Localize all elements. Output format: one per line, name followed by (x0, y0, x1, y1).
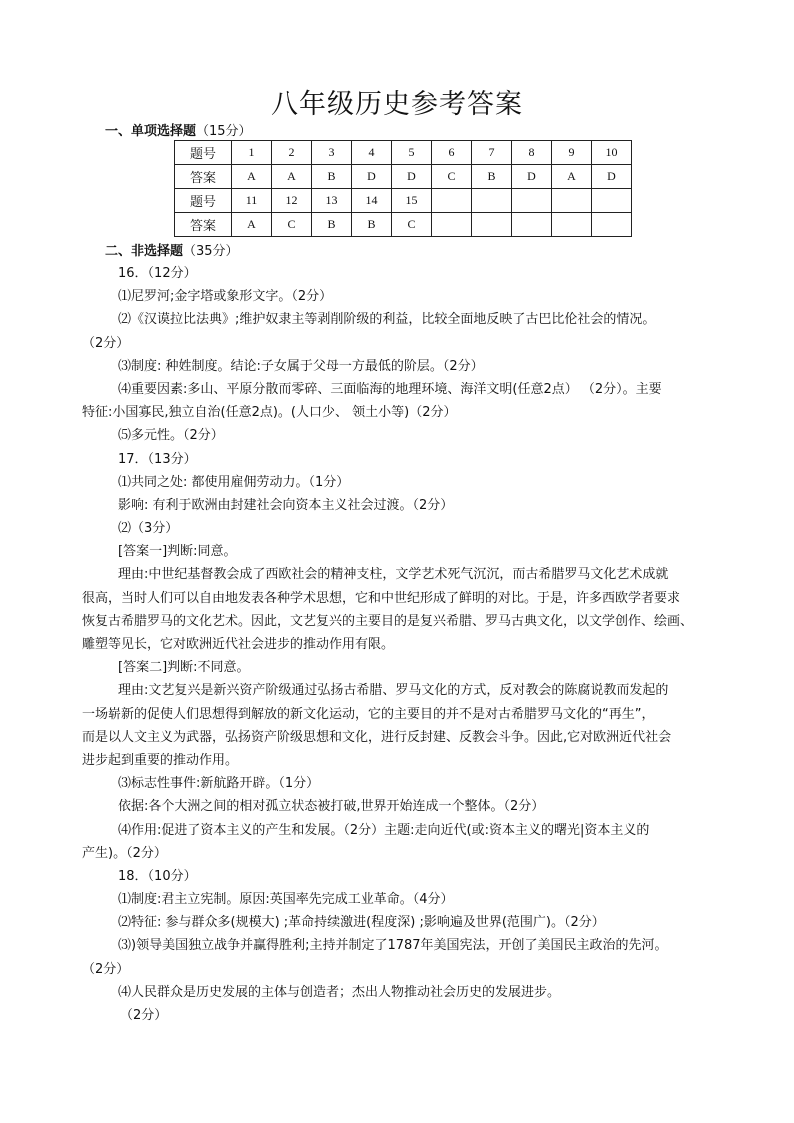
table-cell (552, 189, 592, 213)
table-cell: B (312, 165, 352, 189)
answer-line: ⑶标志性事件:新航路开辟。（1分） (118, 776, 320, 792)
table-cell: C (272, 213, 312, 237)
table-cell: 15 (392, 189, 432, 213)
section-label: 一、单项选择题 (105, 124, 197, 139)
table-cell: D (392, 165, 432, 189)
page-title: 八年级历史参考答案 (271, 89, 523, 120)
table-cell: 4 (352, 141, 392, 165)
answer-line: 17．（13分） (118, 451, 197, 467)
table-cell (512, 189, 552, 213)
answer-line: ⑴共同之处: 都使用雇佣劳动力。（1分） (118, 474, 350, 490)
table-row (175, 213, 632, 237)
answer-line: 依据:各个大洲之间的相对孤立状态被打破,世界开始连成一个整体。（2分） (118, 799, 545, 815)
table-cell: A (232, 165, 272, 189)
answer-line: ⑶)领导美国独立战争并赢得胜利;主持并制定了1787年美国宪法，开创了美国民主政治的先河。 (118, 938, 668, 954)
answer-line: ⑷作用:促进了资本主义的产生和发展。（2分）主题:走向近代(或:资本主义的曙光|资本主义的 (118, 822, 650, 838)
table-cell (552, 213, 592, 237)
table-cell (432, 189, 472, 213)
section-heading-free-response (105, 240, 239, 259)
table-cell: A (272, 165, 312, 189)
table-cell: 8 (512, 141, 552, 165)
table-cell: 题号 (175, 189, 232, 213)
table-cell: 9 (552, 141, 592, 165)
answer-line: 理由:文艺复兴是新兴资产阶级通过弘扬古希腊、罗马文化的方式，反对教会的陈腐说教而发起的 (118, 683, 669, 699)
table-cell: 3 (312, 141, 352, 165)
table-cell: B (352, 213, 392, 237)
table-cell: A (552, 165, 592, 189)
answer-table (174, 140, 632, 237)
answer-line: （2分） (120, 1008, 168, 1023)
answer-line: 进步起到重要的推动作用。 (82, 752, 239, 768)
answer-line: ⑷人民群众是历史发展的主体与创造者；杰出人物推动社会历史的发展进步。 (118, 984, 561, 1000)
answer-line: ⑸多元性。（2分） (118, 428, 224, 444)
table-cell: D (512, 165, 552, 189)
table-cell: 13 (312, 189, 352, 213)
table-cell: D (592, 165, 632, 189)
answer-line: ⑵（3分） (118, 521, 179, 537)
answer-line: [答案二]判断:不同意。 (118, 660, 250, 676)
answer-line: [答案一]判断:同意。 (118, 544, 237, 560)
table-cell: C (432, 165, 472, 189)
answer-line: （2分） (82, 961, 130, 977)
table-cell: 题号 (175, 141, 232, 165)
table-cell: C (392, 213, 432, 237)
answer-line: ⑴制度:君主立宪制。原因:英国率先完成工业革命。（4分） (118, 892, 454, 908)
table-cell: B (472, 165, 512, 189)
table-cell (432, 213, 472, 237)
table-cell: 答案 (175, 213, 232, 237)
table-cell: 6 (432, 141, 472, 165)
table-cell: 5 (392, 141, 432, 165)
table-cell (512, 213, 552, 237)
section-points: （35分） (183, 244, 239, 259)
answer-line: 影响: 有利于欧洲由封建社会向资本主义社会过渡。（2分） (118, 497, 454, 513)
table-cell: D (352, 165, 392, 189)
table-cell: 11 (232, 189, 272, 213)
table-cell: 2 (272, 141, 312, 165)
answer-line: 18．（10分） (118, 868, 197, 884)
table-cell: 1 (232, 141, 272, 165)
table-cell (592, 189, 632, 213)
table-cell: 14 (352, 189, 392, 213)
section-heading-multiple-choice (105, 120, 252, 139)
table-cell (472, 189, 512, 213)
answer-line: 而是以人文主义为武器，弘扬资产阶级思想和文化，进行反封建、反教会斗争。因此,它对欧洲近代社会 (82, 729, 672, 745)
table-cell: 10 (592, 141, 632, 165)
answer-line: 一场崭新的促使人们思想得到解放的新文化运动，它的主要目的并不是对古希腊罗马文化的“再生”， (82, 706, 655, 722)
table-cell: 7 (472, 141, 512, 165)
answer-line: ⑷重要因素:多山、平原分散而零碎、三面临海的地理环境、海洋文明(任意2点） （2分）。主要 (118, 381, 662, 397)
section-points: （15分） (196, 124, 252, 139)
answer-line: 特征:小国寡民,独立自治(任意2点)。(人口少、 领土小等)（2分） (82, 405, 457, 421)
table-cell: 答案 (175, 165, 232, 189)
answer-line: （2分） (82, 335, 130, 351)
table-cell: B (312, 213, 352, 237)
table-row (175, 189, 632, 213)
table-row (175, 141, 632, 165)
answer-line: 很高，当时人们可以自由地发表各种学术思想，它和中世纪形成了鲜明的对比。于是，许多西欧学者要求 (82, 590, 681, 606)
answer-line: 产生)。（2分） (82, 845, 167, 861)
answer-line: 16．（12分） (118, 266, 197, 281)
answer-body (82, 262, 727, 1027)
table-cell (472, 213, 512, 237)
answer-line: ⑶制度: 种姓制度。结论:子女属于父母一方最低的阶层。（2分） (118, 358, 484, 374)
section-label: 二、非选择题 (105, 244, 184, 259)
answer-line: ⑵《汉谟拉比法典》;维护奴隶主等剥削阶级的利益，比较全面地反映了古巴比伦社会的情况。 (118, 312, 656, 328)
table-cell: A (232, 213, 272, 237)
table-cell (592, 213, 632, 237)
answer-line: 雕塑等见长，它对欧洲近代社会进步的推动作用有限。 (82, 637, 395, 652)
answer-line: ⑵特征: 参与群众多(规模大) ;革命持续激进(程度深) ;影响遍及世界(范围广)。（2分） (118, 915, 605, 931)
answer-line: 恢复古希腊罗马的文化艺术。因此，文艺复兴的主要目的是复兴希腊、罗马古典文化，以文学创作、绘画、 (82, 613, 694, 629)
answer-line: ⑴尼罗河;金字塔或象形文字。（2分） (118, 289, 333, 305)
table-cell: 12 (272, 189, 312, 213)
answer-line: 理由:中世纪基督教会成了西欧社会的精神支柱，文学艺术死气沉沉，而古希腊罗马文化艺术成就 (118, 567, 669, 583)
table-row (175, 165, 632, 189)
